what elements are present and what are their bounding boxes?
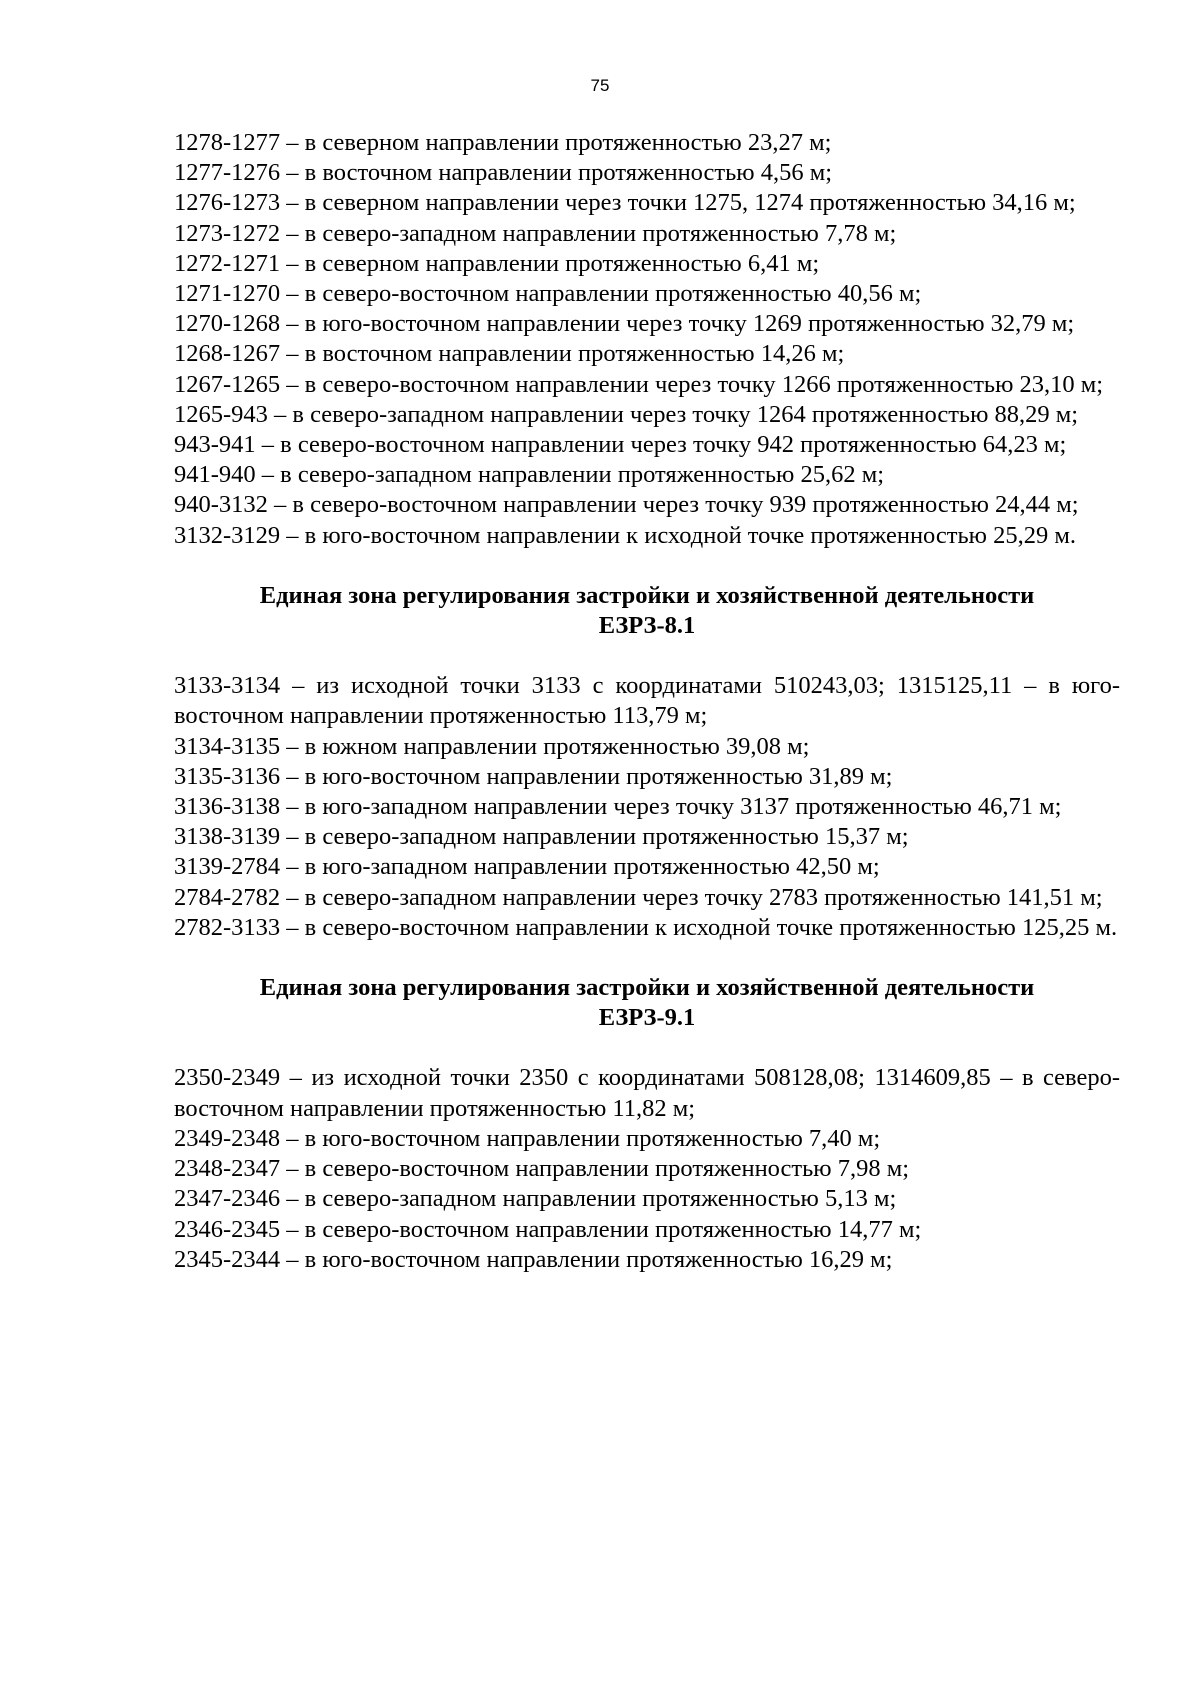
boundary-segment: 3138-3139 – в северо-западном направлении протяженностью 15,37 м; xyxy=(174,823,909,851)
boundary-segment: 3133-3134 – из исходной точки 3133 с координатами 510243,03; 1315125,11 – в юго-восточном направлении протяженностью 113,79 м; xyxy=(174,672,1120,730)
zone-heading-code: ЕЗРЗ-9.1 xyxy=(598,1004,696,1032)
document-body xyxy=(174,128,1120,1275)
zone-heading-title: Единая зона регулирования застройки и хозяйственной деятельности xyxy=(259,974,1035,1002)
boundary-segment: 2348-2347 – в северо-восточном направлении протяженностью 7,98 м; xyxy=(174,1155,910,1183)
boundary-segment: 1265-943 – в северо-западном направлении через точку 1264 протяженностью 88,29 м; xyxy=(174,400,1079,428)
boundary-segment: 2349-2348 – в юго-восточном направлении протяженностью 7,40 м; xyxy=(174,1124,881,1152)
zone-heading-title: Единая зона регулирования застройки и хозяйственной деятельности xyxy=(259,581,1035,609)
boundary-segment: 1267-1265 – в северо-восточном направлении через точку 1266 протяженностью 23,10 м; xyxy=(174,370,1104,398)
boundary-segment: 3135-3136 – в юго-восточном направлении протяженностью 31,89 м; xyxy=(174,762,893,790)
boundary-segment: 941-940 – в северо-западном направлении протяженностью 25,62 м; xyxy=(174,461,885,489)
boundary-segment: 2782-3133 – в северо-восточном направлении к исходной точке протяженностью 125,25 м. xyxy=(174,913,1118,941)
boundary-segment: 1277-1276 – в восточном направлении протяженностью 4,56 м; xyxy=(174,159,833,187)
boundary-segment: 1273-1272 – в северо-западном направлении протяженностью 7,78 м; xyxy=(174,219,897,247)
boundary-segment: 1268-1267 – в восточном направлении протяженностью 14,26 м; xyxy=(174,340,845,368)
zone-section-ezrz-8-1 xyxy=(174,581,1120,943)
boundary-segment: 3136-3138 – в юго-западном направлении через точку 3137 протяженностью 46,71 м; xyxy=(174,793,1062,821)
boundary-segment: 1272-1271 – в северном направлении протяженностью 6,41 м; xyxy=(174,249,820,277)
boundary-segment: 2345-2344 – в юго-восточном направлении протяженностью 16,29 м; xyxy=(174,1245,893,1273)
boundary-segment: 2346-2345 – в северо-восточном направлении протяженностью 14,77 м; xyxy=(174,1215,922,1243)
boundary-segment: 3134-3135 – в южном направлении протяженностью 39,08 м; xyxy=(174,732,810,760)
zone-section-ezrz-9-1 xyxy=(174,973,1120,1275)
boundary-segment: 3139-2784 – в юго-западном направлении протяженностью 42,50 м; xyxy=(174,853,880,881)
boundary-segment: 943-941 – в северо-восточном направлении через точку 942 протяженностью 64,23 м; xyxy=(174,431,1067,459)
boundary-segment: 1276-1273 – в северном направлении через точки 1275, 1274 протяженностью 34,16 м; xyxy=(174,189,1076,217)
boundary-segment: 1271-1270 – в северо-восточном направлении протяженностью 40,56 м; xyxy=(174,280,922,308)
intro-segment-list xyxy=(174,128,1120,551)
boundary-segment: 2347-2346 – в северо-западном направлении протяженностью 5,13 м; xyxy=(174,1185,897,1213)
page-number: 75 xyxy=(590,76,610,95)
boundary-segment: 1270-1268 – в юго-восточном направлении через точку 1269 протяженностью 32,79 м; xyxy=(174,310,1075,338)
boundary-segment: 2784-2782 – в северо-западном направлении через точку 2783 протяженностью 141,51 м; xyxy=(174,883,1103,911)
boundary-segment: 3132-3129 – в юго-восточном направлении к исходной точке протяженностью 25,29 м. xyxy=(174,521,1076,549)
boundary-segment: 940-3132 – в северо-восточном направлении через точку 939 протяженностью 24,44 м; xyxy=(174,491,1079,519)
boundary-segment: 2350-2349 – из исходной точки 2350 с координатами 508128,08; 1314609,85 – в северо-восточном направлении протяженностью 11,82 м; xyxy=(174,1064,1120,1122)
boundary-segment: 1278-1277 – в северном направлении протяженностью 23,27 м; xyxy=(174,129,832,156)
zone-heading-code: ЕЗРЗ-8.1 xyxy=(598,612,696,640)
